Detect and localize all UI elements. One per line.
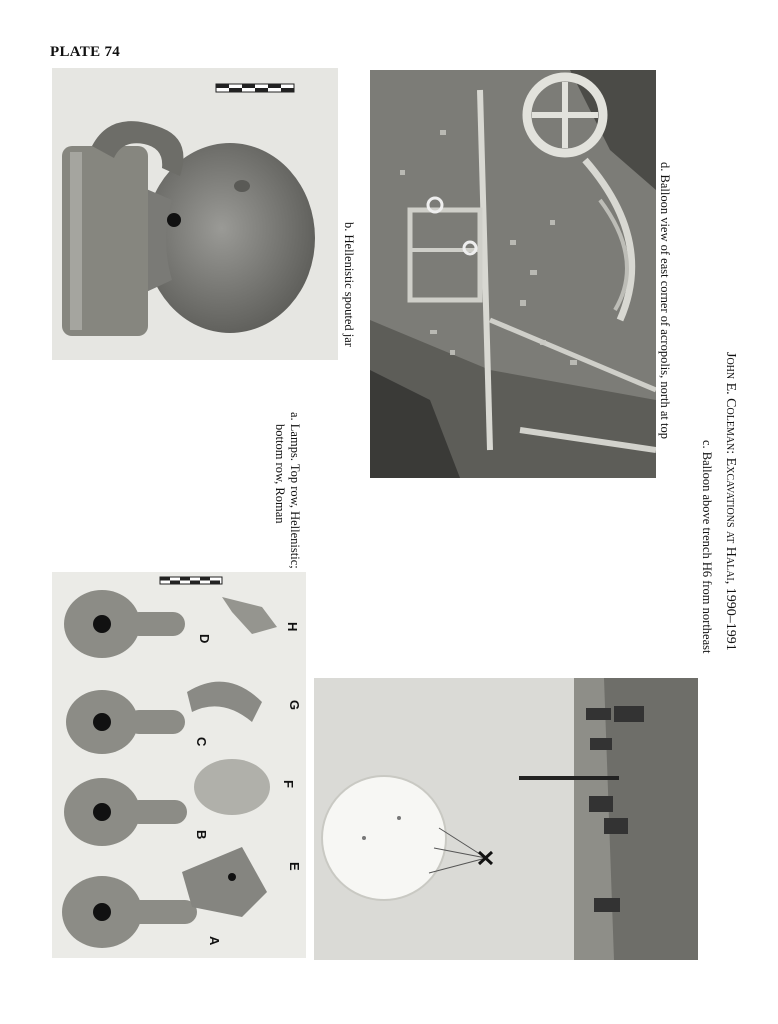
scale-bar-icon [160, 577, 222, 584]
caption-b-text: b. Hellenistic spouted jar [342, 222, 356, 347]
lamp-label-h: H [285, 622, 300, 632]
photo-spouted-jar [52, 68, 338, 360]
caption-d [657, 162, 672, 439]
lamp-label-b: B [194, 830, 209, 840]
plate-title: PLATE 74 [50, 44, 121, 60]
lamp-label-a: A [207, 936, 222, 946]
lamp-label-e: E [287, 862, 302, 871]
footer-colon: : [723, 450, 738, 458]
photo-balloon [314, 678, 698, 960]
caption-b [341, 222, 356, 347]
caption-a-line2: bottom row, Roman [273, 424, 287, 524]
lamp-label-f: F [281, 780, 296, 788]
photo-lamps [52, 572, 306, 958]
lamp-label-g: G [287, 700, 302, 711]
photo-acropolis-aerial [370, 70, 656, 478]
running-footer [722, 352, 738, 651]
caption-c [699, 440, 714, 653]
caption-d-text: d. Balloon view of east corner of acropolis, north at top [658, 162, 672, 440]
footer-title: Excavations at Halai, 1990–1991 [723, 457, 738, 651]
footer-author: John E. Coleman [723, 352, 738, 451]
caption-c-text: c. Balloon above trench H6 from northeast [700, 440, 714, 654]
caption-a-line1: a. Lamps. Top row, Hellenistic; [288, 412, 302, 569]
lamp-label-c: C [194, 737, 209, 747]
caption-a [272, 412, 302, 569]
lamp-label-d: D [197, 634, 212, 644]
scale-bar-icon [216, 84, 294, 92]
